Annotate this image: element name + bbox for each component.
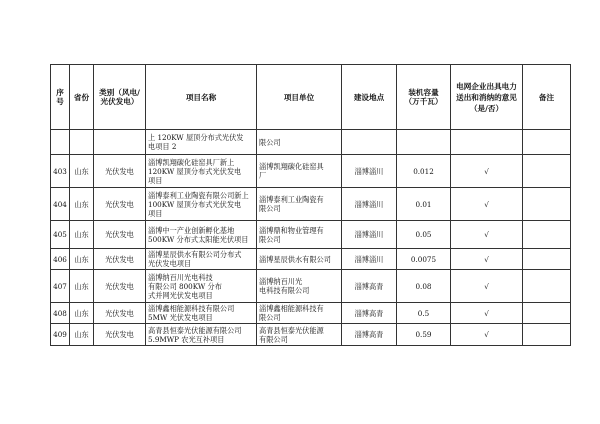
table-row bbox=[51, 303, 571, 324]
row-remark bbox=[523, 324, 571, 346]
row-project-name: 高青县恒泰光伏能源有限公司 5.9MWP 农光互补项目 bbox=[146, 324, 257, 346]
row-project-name: 淄博中一产业创新孵化基地 500KW 分布式太阳能光伏项目 bbox=[146, 221, 257, 249]
row-category: 光伏发电 bbox=[94, 188, 146, 221]
row-capacity: 0.59 bbox=[397, 324, 451, 346]
row-location: 淄博淄川 bbox=[342, 188, 397, 221]
row-project-name: 上 120KW 屋顶分布式光伏发 电项目 2 bbox=[146, 130, 257, 155]
row-project-unit: 淄博鑫相能源科技有 限公司 bbox=[257, 303, 342, 324]
header-grid-opinion: 电网企业出具电力 送出和消纳的意见 （是/否） bbox=[451, 65, 523, 130]
row-grid-opinion: √ bbox=[451, 188, 523, 221]
row-category: 光伏发电 bbox=[94, 155, 146, 188]
row-capacity: 0.5 bbox=[397, 303, 451, 324]
row-capacity: 0.0075 bbox=[397, 249, 451, 270]
row-grid-opinion: √ bbox=[451, 303, 523, 324]
row-location: 淄博淄川 bbox=[342, 155, 397, 188]
row-grid-opinion: √ bbox=[451, 270, 523, 303]
row-location: 淄博淄川 bbox=[342, 249, 397, 270]
row-project-name: 淄博星辰供水有限公司分布式 光伏发电项目 bbox=[146, 249, 257, 270]
row-seq: 408 bbox=[51, 303, 70, 324]
table-header-row bbox=[51, 65, 571, 130]
row-capacity bbox=[397, 130, 451, 155]
header-remark: 备注 bbox=[523, 65, 571, 130]
header-location: 建设地点 bbox=[342, 65, 397, 130]
row-category: 光伏发电 bbox=[94, 221, 146, 249]
header-province: 省份 bbox=[70, 65, 94, 130]
header-capacity: 装机容量 （万千瓦） bbox=[397, 65, 451, 130]
row-grid-opinion: √ bbox=[451, 221, 523, 249]
header-project-name: 项目名称 bbox=[146, 65, 257, 130]
row-grid-opinion: √ bbox=[451, 324, 523, 346]
table-row bbox=[51, 249, 571, 270]
table-row bbox=[51, 324, 571, 346]
row-project-unit: 限公司 bbox=[257, 130, 342, 155]
row-capacity: 0.012 bbox=[397, 155, 451, 188]
row-province: 山东 bbox=[70, 270, 94, 303]
row-project-unit: 淄博纳百川光 电科技有限公司 bbox=[257, 270, 342, 303]
row-category: 光伏发电 bbox=[94, 270, 146, 303]
row-project-unit: 淄博鼎和物业管理有 限公司 bbox=[257, 221, 342, 249]
table-row bbox=[51, 270, 571, 303]
row-remark bbox=[523, 249, 571, 270]
row-province: 山东 bbox=[70, 324, 94, 346]
row-grid-opinion bbox=[451, 130, 523, 155]
row-capacity: 0.05 bbox=[397, 221, 451, 249]
row-seq: 403 bbox=[51, 155, 70, 188]
row-province: 山东 bbox=[70, 155, 94, 188]
row-province bbox=[70, 130, 94, 155]
row-remark bbox=[523, 270, 571, 303]
row-category: 光伏发电 bbox=[94, 303, 146, 324]
project-table bbox=[50, 64, 571, 346]
row-project-unit: 淄博泰利工业陶瓷有 限公司 bbox=[257, 188, 342, 221]
row-location bbox=[342, 130, 397, 155]
row-location: 淄博高青 bbox=[342, 303, 397, 324]
row-remark bbox=[523, 155, 571, 188]
header-category: 类别（风电/ 光伏发电） bbox=[94, 65, 146, 130]
row-remark bbox=[523, 130, 571, 155]
row-seq: 405 bbox=[51, 221, 70, 249]
table-row bbox=[51, 130, 571, 155]
row-seq: 409 bbox=[51, 324, 70, 346]
row-category: 光伏发电 bbox=[94, 249, 146, 270]
table-row bbox=[51, 155, 571, 188]
table-row bbox=[51, 221, 571, 249]
row-province: 山东 bbox=[70, 188, 94, 221]
row-location: 淄博高青 bbox=[342, 270, 397, 303]
row-location: 淄博高青 bbox=[342, 324, 397, 346]
row-seq: 406 bbox=[51, 249, 70, 270]
row-capacity: 0.01 bbox=[397, 188, 451, 221]
row-grid-opinion: √ bbox=[451, 249, 523, 270]
row-seq bbox=[51, 130, 70, 155]
row-grid-opinion: √ bbox=[451, 155, 523, 188]
row-project-name: 淄博凯翔碳化硅窑具厂新上 120KW 屋顶分布式光伏发电 项目 bbox=[146, 155, 257, 188]
row-seq: 407 bbox=[51, 270, 70, 303]
row-province: 山东 bbox=[70, 303, 94, 324]
row-province: 山东 bbox=[70, 221, 94, 249]
row-province: 山东 bbox=[70, 249, 94, 270]
row-category bbox=[94, 130, 146, 155]
row-category: 光伏发电 bbox=[94, 324, 146, 346]
row-project-unit: 淄博凯翔碳化硅窑具 厂 bbox=[257, 155, 342, 188]
row-project-unit: 高青县恒泰光伏能源 有限公司 bbox=[257, 324, 342, 346]
row-project-unit: 淄博星辰供水有限公司 bbox=[257, 249, 342, 270]
row-project-name: 淄博鑫相能源科技有限公司 5MW 光伏发电项目 bbox=[146, 303, 257, 324]
header-project-unit: 项目单位 bbox=[257, 65, 342, 130]
row-project-name: 淄博纳百川光电科技 有限公司 800KW 分布 式并网光伏发电项目 bbox=[146, 270, 257, 303]
row-capacity: 0.08 bbox=[397, 270, 451, 303]
row-location: 淄博淄川 bbox=[342, 221, 397, 249]
header-seq: 序 号 bbox=[51, 65, 70, 130]
row-seq: 404 bbox=[51, 188, 70, 221]
table-row bbox=[51, 188, 571, 221]
row-remark bbox=[523, 221, 571, 249]
row-remark bbox=[523, 303, 571, 324]
row-project-name: 淄博泰利工业陶瓷有限公司新上 100KW 屋顶分布式光伏发电 项目 bbox=[146, 188, 257, 221]
row-remark bbox=[523, 188, 571, 221]
